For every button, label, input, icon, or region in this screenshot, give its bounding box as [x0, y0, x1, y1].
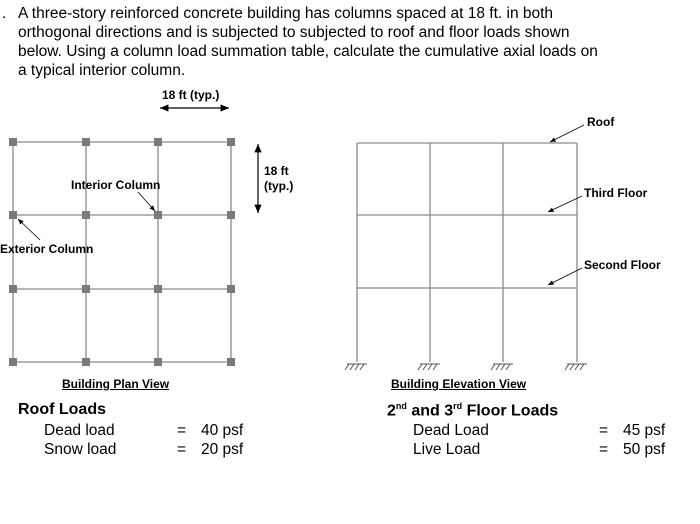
- problem-line-2: orthogonal directions and is subjected to subjected to roof and floor loads shown: [18, 24, 570, 41]
- plan-side-dimension-label-1: 18 ft: [264, 164, 289, 178]
- floor-title-nd: nd: [395, 401, 407, 411]
- floor-dead-load-eq: =: [599, 422, 609, 439]
- column-square: [82, 285, 90, 293]
- column-square: [9, 285, 17, 293]
- column-square: [154, 138, 162, 146]
- column-square: [9, 358, 17, 366]
- floor-live-load-name: Live Load: [413, 441, 481, 458]
- column-square: [154, 211, 162, 219]
- column-square: [82, 138, 90, 146]
- roof-leader: [550, 125, 584, 142]
- roof-snow-load-value: 20 psf: [201, 441, 244, 458]
- column-square: [82, 358, 90, 366]
- elevation-frame: [357, 143, 577, 362]
- roof-dead-load-name: Dead load: [44, 422, 115, 439]
- roof-dead-load-value: 40 psf: [201, 422, 244, 439]
- floor-live-load-eq: =: [599, 441, 609, 458]
- support-symbol: [565, 364, 587, 370]
- floor-loads-title: [387, 401, 558, 420]
- exterior-column-leader: [18, 219, 40, 240]
- column-square: [227, 138, 235, 146]
- plan-view-caption: Building Plan View: [62, 377, 170, 391]
- support-symbol: [491, 364, 513, 370]
- problem-line-1: A three-story reinforced concrete building has columns spaced at 18 ft. in both: [18, 5, 554, 22]
- interior-column-label: Interior Column: [71, 178, 161, 192]
- floor-title-2: 2: [387, 402, 396, 420]
- roof-loads-title: Roof Loads: [18, 401, 106, 418]
- exterior-column-label: Exterior Column: [0, 242, 94, 256]
- elevation-view-caption: Building Elevation View: [391, 377, 527, 391]
- column-square: [154, 285, 162, 293]
- floor-title-rest: Floor Loads: [462, 402, 559, 420]
- floor-dead-load-value: 45 psf: [623, 422, 666, 439]
- column-square: [9, 138, 17, 146]
- second-floor-label: Second Floor: [584, 258, 661, 272]
- column-square: [154, 358, 162, 366]
- floor-title-rd: rd: [453, 401, 463, 411]
- floor-title-and-3: and 3: [406, 402, 454, 420]
- roof-dead-load-eq: =: [177, 422, 187, 439]
- roof-snow-load-name: Snow load: [44, 441, 117, 458]
- third-floor-label: Third Floor: [584, 186, 648, 200]
- floor-live-load-value: 50 psf: [623, 441, 666, 458]
- fixed-supports: [345, 364, 587, 370]
- roof-snow-load-eq: =: [177, 441, 187, 458]
- column-square: [227, 358, 235, 366]
- support-symbol: [345, 364, 367, 370]
- floor-dead-load-name: Dead Load: [413, 422, 489, 439]
- column-square: [227, 285, 235, 293]
- plan-side-dimension-label-2: (typ.): [264, 179, 294, 193]
- column-square: [82, 211, 90, 219]
- interior-column-leader: [138, 192, 155, 211]
- column-square: [227, 211, 235, 219]
- support-symbol: [418, 364, 440, 370]
- problem-line-4: a typical interior column.: [18, 62, 186, 79]
- column-square: [9, 211, 17, 219]
- roof-label: Roof: [587, 115, 615, 129]
- problem-line-3: below. Using a column load summation table, calculate the cumulative axial loads on: [18, 43, 598, 60]
- plan-top-dimension-label: 18 ft (typ.): [162, 88, 220, 102]
- problem-number-dot: .: [2, 5, 7, 22]
